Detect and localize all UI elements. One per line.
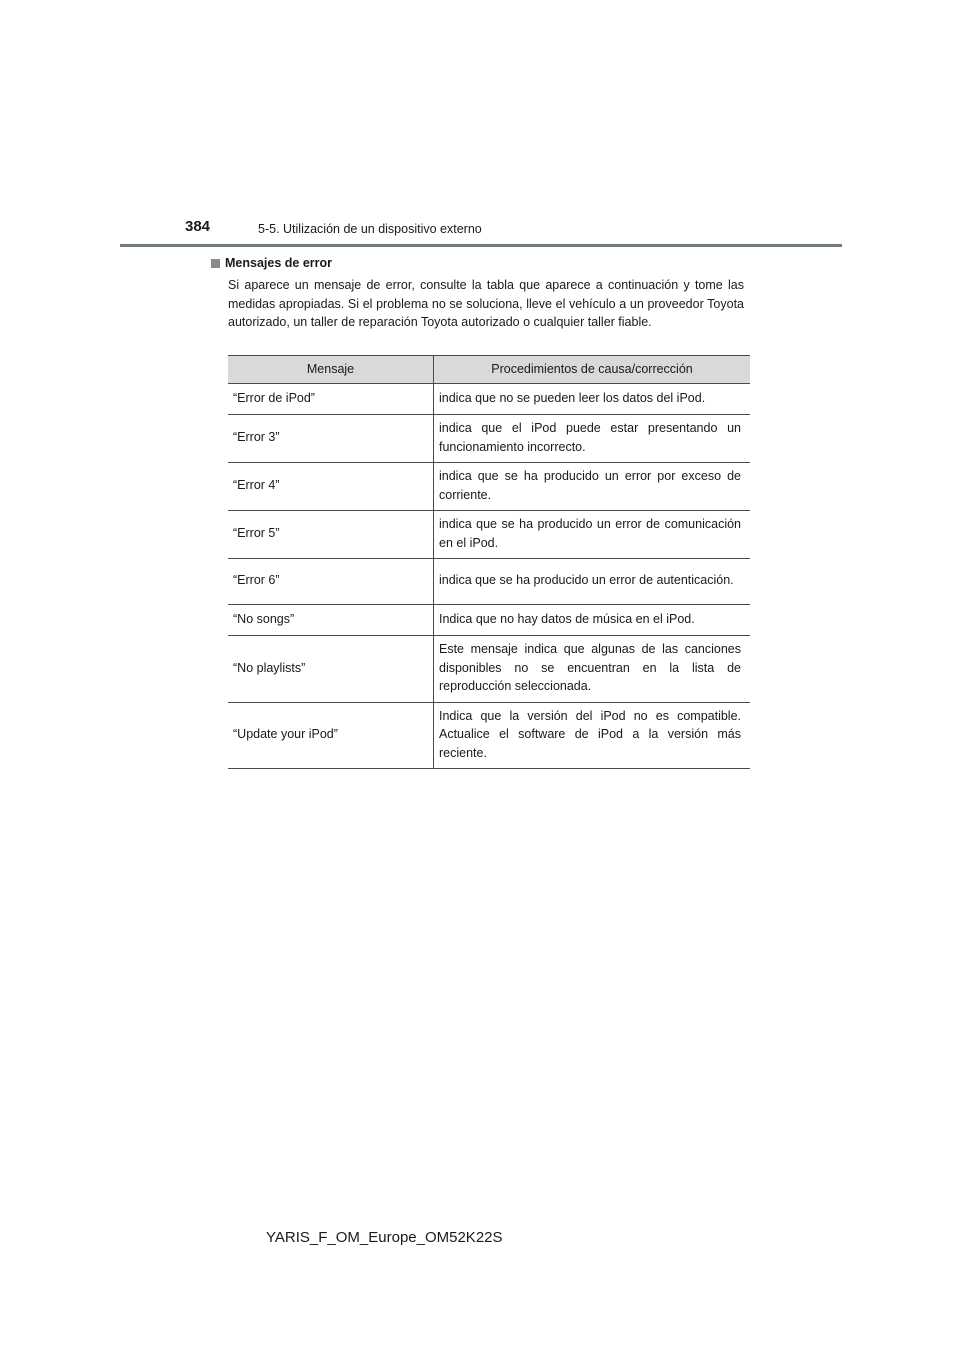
description-cell: Indica que no hay datos de música en el iPod. bbox=[434, 605, 751, 636]
section-heading bbox=[211, 256, 332, 270]
table-row bbox=[228, 636, 750, 703]
table-row bbox=[228, 384, 750, 415]
message-cell: “Error 6” bbox=[228, 559, 434, 605]
section-heading-text: Mensajes de error bbox=[225, 256, 332, 270]
table-row bbox=[228, 559, 750, 605]
message-cell: “Error 3” bbox=[228, 415, 434, 463]
section-title: 5-5. Utilización de un dispositivo externo bbox=[258, 222, 482, 236]
description-cell: indica que se ha producido un error de autenticación. bbox=[434, 559, 751, 605]
table-row bbox=[228, 702, 750, 769]
description-cell: indica que el iPod puede estar presentando un funcionamiento incorrecto. bbox=[434, 415, 751, 463]
intro-paragraph: Si aparece un mensaje de error, consulte la tabla que aparece a continuación y tome las medidas apropiadas. Si el problema no se soluciona, lleve el vehículo a un proveedor Toyota autorizado, un taller de reparación Toyota autorizado o cualquier taller fiable. bbox=[228, 278, 744, 330]
square-bullet-icon bbox=[211, 259, 220, 268]
error-messages-table bbox=[228, 355, 750, 769]
table-row bbox=[228, 511, 750, 559]
description-cell: indica que se ha producido un error de comunicación en el iPod. bbox=[434, 511, 751, 559]
table-row bbox=[228, 415, 750, 463]
description-cell: Este mensaje indica que algunas de las canciones disponibles no se encuentran en la lista de reproducción seleccionada. bbox=[434, 636, 751, 703]
message-cell: “No songs” bbox=[228, 605, 434, 636]
column-header-procedure: Procedimientos de causa/corrección bbox=[434, 356, 751, 384]
message-cell: “Error de iPod” bbox=[228, 384, 434, 415]
message-cell: “Update your iPod” bbox=[228, 702, 434, 769]
document-id-footer: YARIS_F_OM_Europe_OM52K22S bbox=[266, 1229, 503, 1246]
table-row bbox=[228, 605, 750, 636]
page-number: 384 bbox=[185, 218, 211, 235]
column-header-message: Mensaje bbox=[228, 356, 434, 384]
header-divider bbox=[120, 244, 842, 247]
table-header-row bbox=[228, 356, 750, 384]
message-cell: “No playlists” bbox=[228, 636, 434, 703]
description-cell: Indica que la versión del iPod no es compatible. Actualice el software de iPod a la versión más reciente. bbox=[434, 702, 751, 769]
message-cell: “Error 4” bbox=[228, 463, 434, 511]
table-row bbox=[228, 463, 750, 511]
description-cell: indica que se ha producido un error por exceso de corriente. bbox=[434, 463, 751, 511]
description-cell: indica que no se pueden leer los datos del iPod. bbox=[434, 384, 751, 415]
message-cell: “Error 5” bbox=[228, 511, 434, 559]
